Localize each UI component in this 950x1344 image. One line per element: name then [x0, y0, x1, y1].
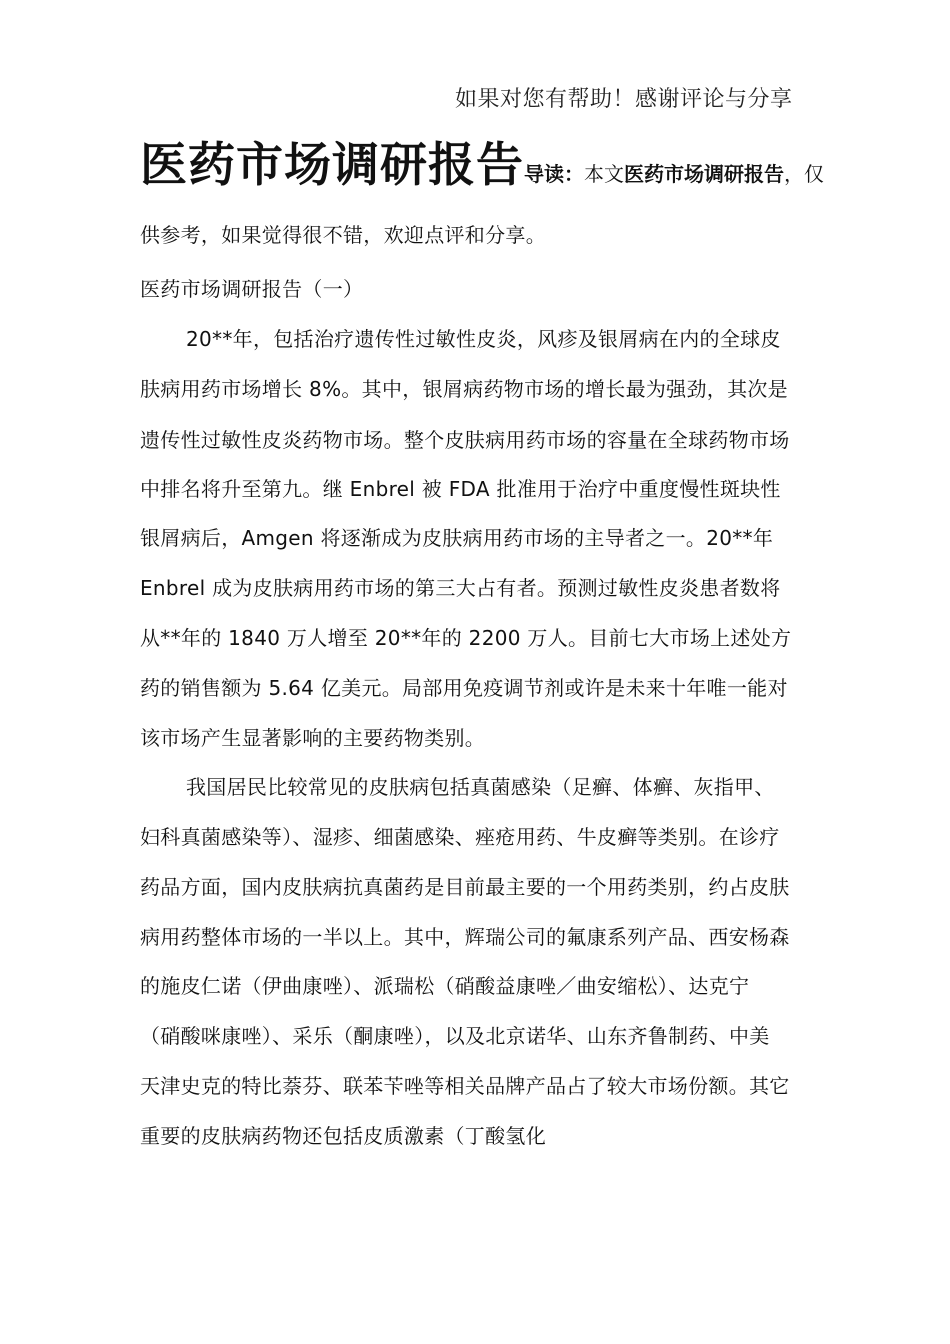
lead-text-before: 本文: [584, 162, 624, 186]
paragraph1-line: 药的销售额为 5.64 亿美元。局部用免疫调节剂或许是未来十年唯一能对: [140, 676, 788, 700]
section-heading: 医药市场调研报告（一）: [140, 277, 364, 301]
lead-label: 导读：: [524, 162, 584, 186]
paragraph2-line: 妇科真菌感染等）、湿疹、细菌感染、痤疮用药、牛皮癣等类别。在诊疗: [140, 825, 780, 849]
paragraph1-line: 中排名将升至第九。继 Enbrel 被 FDA 批准用于治疗中重度慢性斑块性: [140, 477, 781, 501]
paragraph1-line: 20**年，包括治疗遗传性过敏性皮炎，风疹及银屑病在内的全球皮: [186, 327, 781, 351]
lead-text-after: ，仅: [784, 162, 824, 186]
header-note: 如果对您有帮助！感谢评论与分享: [455, 87, 793, 112]
paragraph2-line: 的施皮仁诺（伊曲康唑）、派瑞松（硝酸益康唑／曲安缩松）、达克宁: [140, 974, 750, 998]
paragraph1-line: 遗传性过敏性皮炎药物市场。整个皮肤病用药市场的容量在全球药物市场: [140, 428, 790, 452]
lead-emphasis: 医药市场调研报告: [624, 162, 784, 186]
paragraph1-line: 肤病用药市场增长 8%。其中，银屑病药物市场的增长最为强劲，其次是: [140, 377, 788, 401]
paragraph1-line: 从**年的 1840 万人增至 20**年的 2200 万人。目前七大市场上述处方: [140, 626, 792, 650]
title-block: [140, 128, 830, 195]
paragraph2-line: 药品方面，国内皮肤病抗真菌药是目前最主要的一个用药类别，约占皮肤: [140, 875, 790, 899]
paragraph2-line: 天津史克的特比萘芬、联苯苄唑等相关品牌产品占了较大市场份额。其它: [140, 1074, 790, 1098]
paragraph2-line: （硝酸咪康唑）、采乐（酮康唑），以及北京诺华、山东齐鲁制药、中美: [140, 1024, 770, 1048]
paragraph2-line: 我国居民比较常见的皮肤病包括真菌感染（足癣、体癣、灰指甲、: [186, 775, 775, 799]
paragraph1-line: 银屑病后，Amgen 将逐渐成为皮肤病用药市场的主导者之一。20**年: [140, 526, 774, 550]
paragraph1-line: Enbrel 成为皮肤病用药市场的第三大占有者。预测过敏性皮炎患者数将: [140, 576, 781, 600]
lead-line-2: 供参考，如果觉得很不错，欢迎点评和分享。: [140, 223, 546, 247]
page-title: 医药市场调研报告: [140, 138, 524, 193]
lead-intro: [524, 162, 824, 186]
paragraph1-line: 该市场产生显著影响的主要药物类别。: [140, 726, 486, 750]
paragraph2-line: 病用药整体市场的一半以上。其中，辉瑞公司的氟康系列产品、西安杨森: [140, 925, 790, 949]
paragraph2-line: 重要的皮肤病药物还包括皮质激素（丁酸氢化: [140, 1124, 546, 1148]
